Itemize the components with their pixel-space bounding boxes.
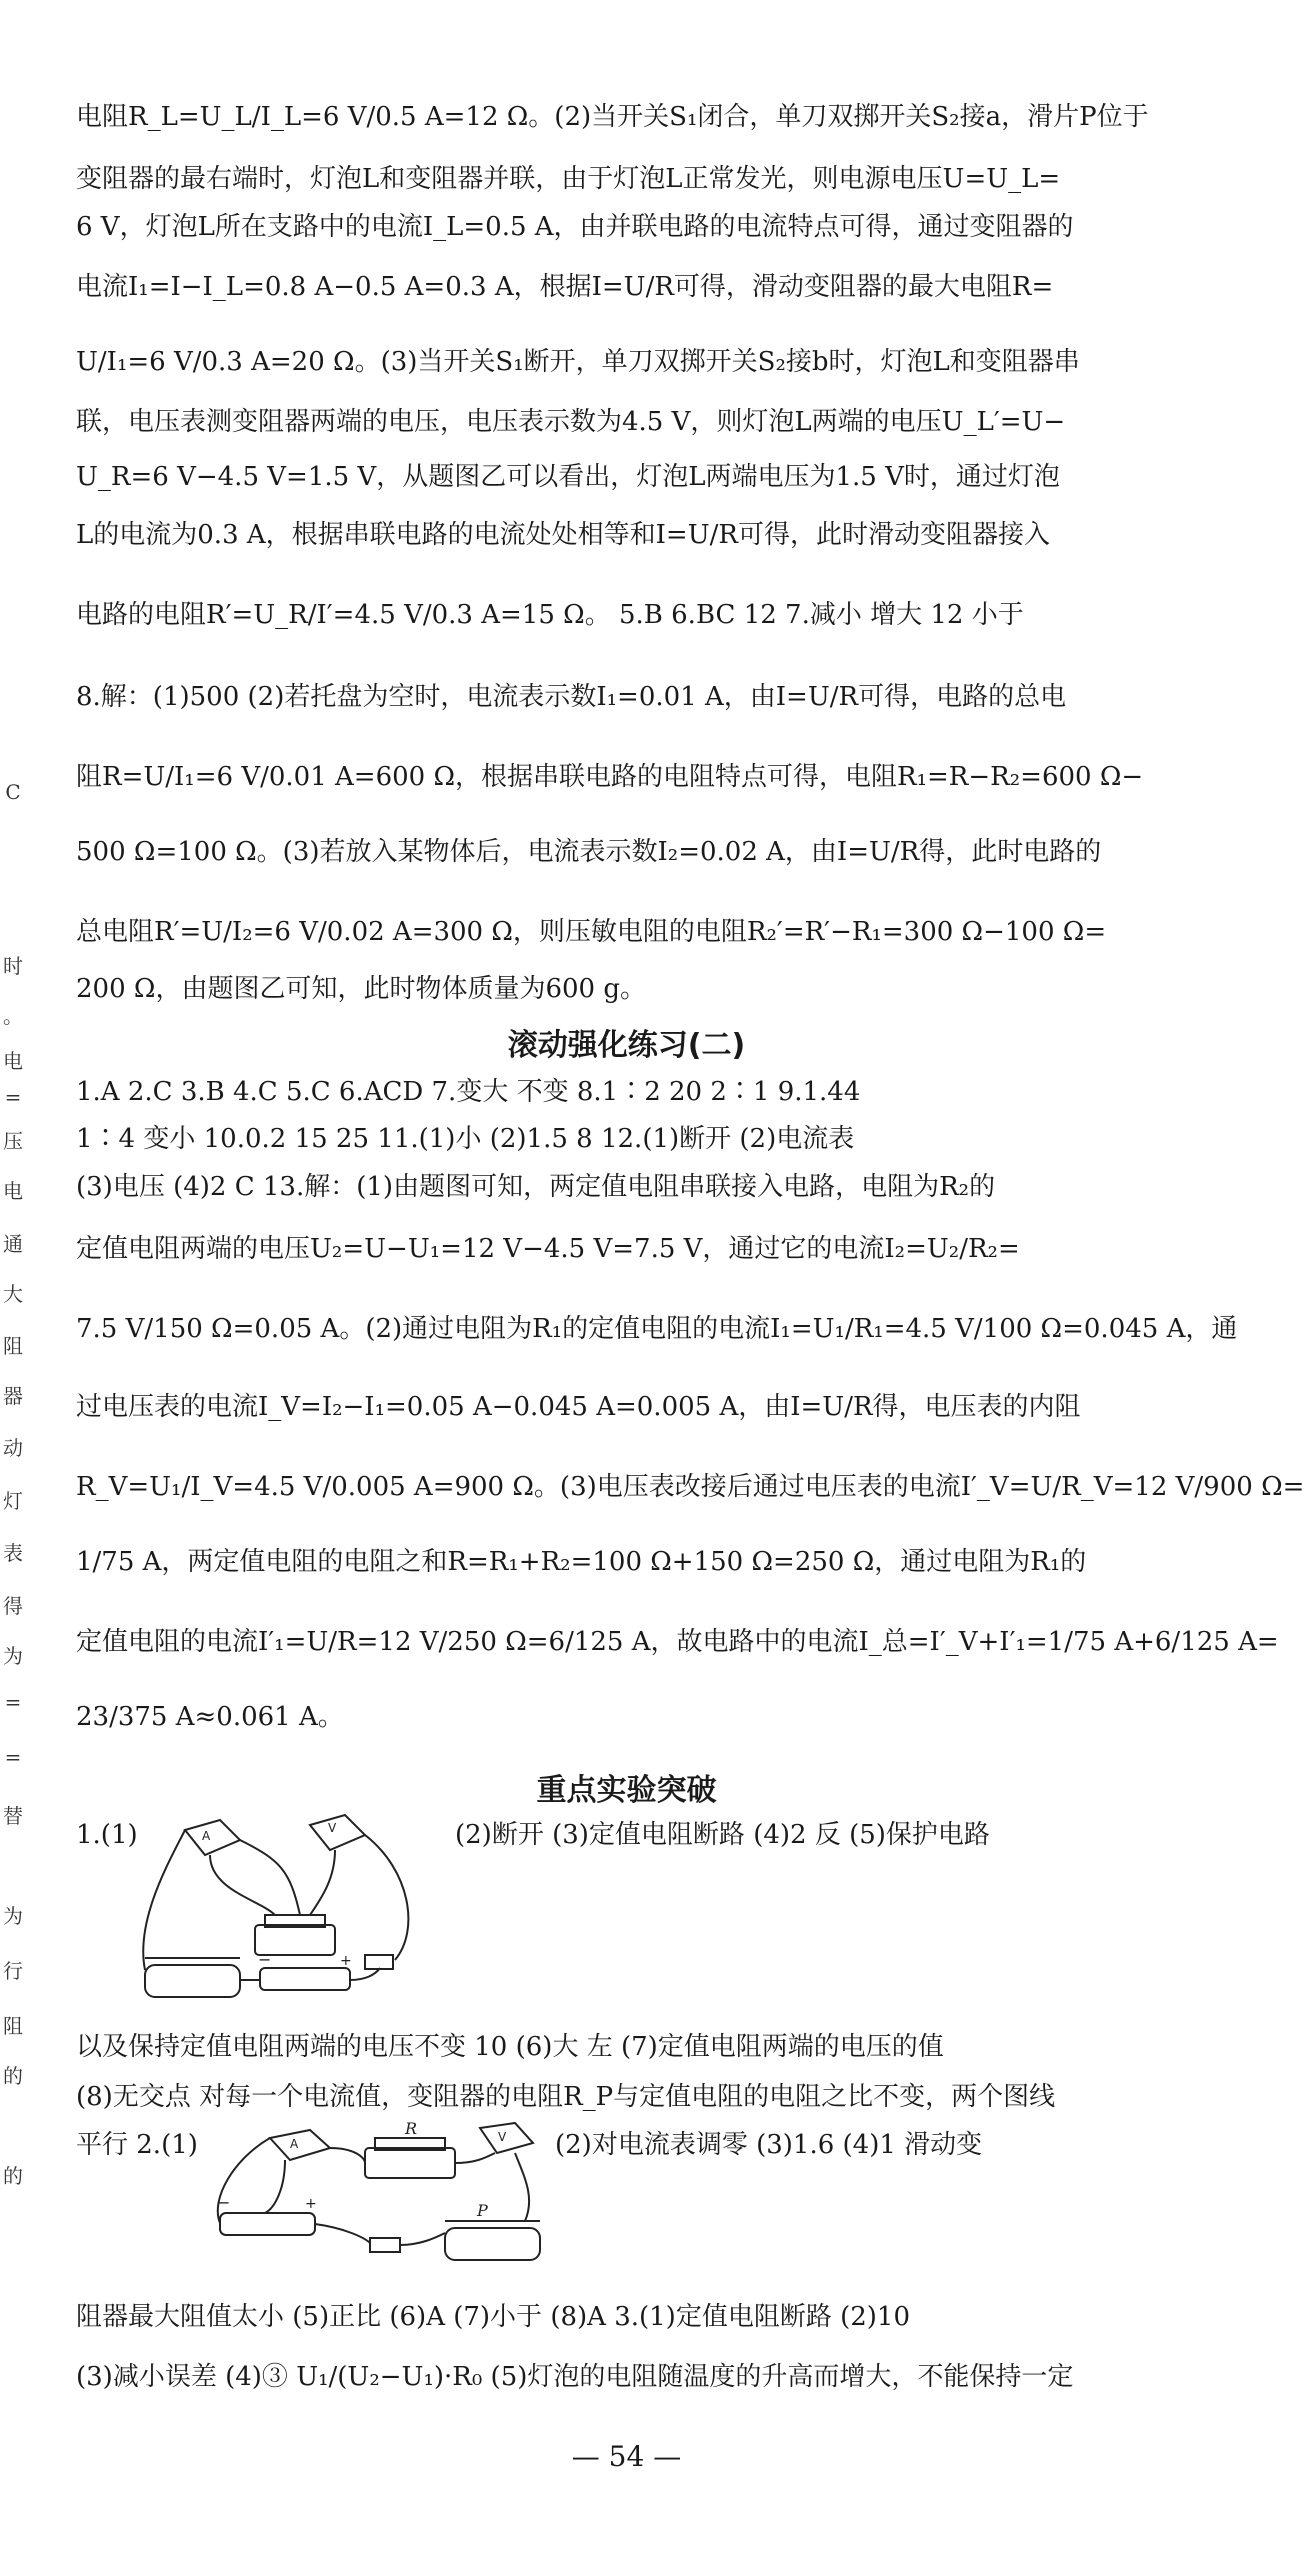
fig1-ammeter-label: A [202, 1829, 211, 1843]
text-line: 阻R=U/I₁=6 V/0.01 A=600 Ω，根据串联电路的电阻特点可得，电阻R₁=R−R₂=600 Ω− [76, 762, 1144, 792]
margin-char: 动 [3, 1436, 23, 1460]
margin-char: 得 [3, 1594, 23, 1618]
margin-char: 阻 [3, 2014, 23, 2038]
margin-char: 表 [3, 1541, 23, 1565]
fig1-voltmeter-label: V [328, 1821, 337, 1835]
text-line: (3)减小误差 (4)③ U₁/(U₂−U₁)·R₀ (5)灯泡的电阻随温度的升高而增大，不能保持一定 [76, 2362, 1074, 2392]
text-line: 联，电压表测变阻器两端的电压，电压表示数为4.5 V，则灯泡L两端的电压U_L′=U− [76, 407, 1066, 437]
text-line: L的电流为0.3 A，根据串联电路的电流处处相等和I=U/R可得，此时滑动变阻器接入 [76, 520, 1050, 550]
text-line: (8)无交点 对每一个电流值，变阻器的电阻R_P与定值电阻的电阻之比不变，两个图线 [76, 2082, 1056, 2112]
section-heading: 滚动强化练习(二) [507, 1028, 746, 1063]
margin-char: 阻 [3, 1334, 23, 1358]
text-line: 电流I₁=I−I_L=0.8 A−0.5 A=0.3 A，根据I=U/R可得，滑动变阻器的最大电阻R= [76, 272, 1054, 302]
margin-char: 压 [3, 1129, 23, 1153]
fig2-minus-label: − [217, 2193, 231, 2212]
margin-char: 通 [3, 1232, 23, 1256]
margin-char: 电 [3, 1049, 23, 1073]
section-heading: 重点实验突破 [536, 1773, 717, 1808]
text-line: 以及保持定值电阻两端的电压不变 10 (6)大 左 (7)定值电阻两端的电压的值 [76, 2032, 944, 2062]
text-line: 定值电阻两端的电压U₂=U−U₁=12 V−4.5 V=7.5 V，通过它的电流I₂=U₂/R₂= [76, 1234, 1020, 1264]
text-line: (2)对电流表调零 (3)1.6 (4)1 滑动变 [555, 2130, 983, 2160]
fig2-slider-label: P [477, 2201, 488, 2220]
text-line: 1.(1) [76, 1820, 138, 1850]
margin-char: = [4, 1690, 22, 1714]
text-line: 过电压表的电流I_V=I₂−I₁=0.05 A−0.045 A=0.005 A，由I=U/R得，电压表的内阻 [76, 1392, 1081, 1422]
text-line: 定值电阻的电流I′₁=U/R=12 V/250 Ω=6/125 A，故电路中的电流I_总=I′_V+I′₁=1/75 A+6/125 A= [76, 1627, 1279, 1657]
text-line: (2)断开 (3)定值电阻断路 (4)2 反 (5)保护电路 [455, 1820, 990, 1850]
fig2-ammeter-label: A [290, 2137, 299, 2151]
margin-char: 的 [3, 2064, 23, 2088]
margin-char: 灯 [3, 1489, 23, 1513]
text-line: 1∶4 变小 10.0.2 15 25 11.(1)小 (2)1.5 8 12.(1)断开 (2)电流表 [76, 1124, 855, 1154]
margin-char: 。 [3, 1004, 23, 1028]
text-line: 200 Ω，由题图乙可知，此时物体质量为600 g。 [76, 974, 646, 1004]
fig2-resistor-label: R [405, 2119, 418, 2138]
text-line: 6 V，灯泡L所在支路中的电流I_L=0.5 A，由并联电路的电流特点可得，通过变阻器的 [76, 212, 1074, 242]
text-line: 8.解：(1)500 (2)若托盘为空时，电流表示数I₁=0.01 A，由I=U/R可得，电路的总电 [76, 682, 1067, 712]
text-line: (3)电压 (4)2 C 13.解：(1)由题图可知，两定值电阻串联接入电路，电阻为R₂的 [76, 1172, 996, 1202]
margin-char: 时 [3, 954, 23, 978]
margin-char: = [4, 1085, 22, 1109]
fig1-minus-label: − [258, 1950, 272, 1969]
margin-char: 替 [3, 1804, 23, 1828]
margin-char: 电 [3, 1179, 23, 1203]
text-line: U/I₁=6 V/0.3 A=20 Ω。(3)当开关S₁断开，单刀双掷开关S₂接b时，灯泡L和变阻器串 [76, 347, 1080, 377]
text-line: 7.5 V/150 Ω=0.05 A。(2)通过电阻为R₁的定值电阻的电流I₁=U₁/R₁=4.5 V/100 Ω=0.045 A，通 [76, 1314, 1238, 1344]
text-line: 阻器最大阻值太小 (5)正比 (6)A (7)小于 (8)A 3.(1)定值电阻断路 (2)10 [76, 2302, 911, 2332]
text-line: 23/375 A≈0.061 A。 [76, 1702, 344, 1732]
margin-char: 器 [3, 1384, 23, 1408]
text-line: U_R=6 V−4.5 V=1.5 V，从题图乙可以看出，灯泡L两端电压为1.5 V时，通过灯泡 [76, 462, 1060, 492]
text-line: 电路的电阻R′=U_R/I′=4.5 V/0.3 A=15 Ω。 5.B 6.BC 12 7.减小 增大 12 小于 [76, 600, 1024, 630]
margin-char: 行 [3, 1959, 23, 1983]
text-line: 总电阻R′=U/I₂=6 V/0.02 A=300 Ω，则压敏电阻的电阻R₂′=R′−R₁=300 Ω−100 Ω= [76, 917, 1107, 947]
circuit-figure-1 [140, 1800, 440, 2010]
fig2-voltmeter-label: V [498, 2130, 507, 2144]
text-line: 1.A 2.C 3.B 4.C 5.C 6.ACD 7.变大 不变 8.1∶2 20 2∶1 9.1.44 [76, 1077, 861, 1107]
text-line: 500 Ω=100 Ω。(3)若放入某物体后，电流表示数I₂=0.02 A，由I=U/R得，此时电路的 [76, 837, 1102, 867]
text-line: 变阻器的最右端时，灯泡L和变阻器并联，由于灯泡L正常发光，则电源电压U=U_L= [76, 164, 1061, 194]
margin-char: C [5, 780, 21, 804]
page-number: — 54 — [571, 2440, 682, 2473]
margin-char: 为 [3, 1644, 23, 1668]
text-line: 1/75 A，两定值电阻的电阻之和R=R₁+R₂=100 Ω+150 Ω=250 Ω，通过电阻为R₁的 [76, 1547, 1087, 1577]
margin-char: 大 [3, 1282, 23, 1306]
text-line: 平行 2.(1) [76, 2130, 198, 2160]
fig1-plus-label: + [340, 1953, 352, 1969]
margin-char: 为 [3, 1904, 23, 1928]
text-line: 电阻R_L=U_L/I_L=6 V/0.5 A=12 Ω。(2)当开关S₁闭合，单刀双掷开关S₂接a，滑片P位于 [76, 102, 1149, 132]
circuit-figure-2 [215, 2118, 545, 2283]
text-line: R_V=U₁/I_V=4.5 V/0.005 A=900 Ω。(3)电压表改接后通过电压表的电流I′_V=U/R_V=12 V/900 Ω= [76, 1472, 1304, 1502]
margin-char: 的 [3, 2164, 23, 2188]
fig2-plus-label: + [305, 2196, 317, 2212]
margin-char: = [4, 1745, 22, 1769]
